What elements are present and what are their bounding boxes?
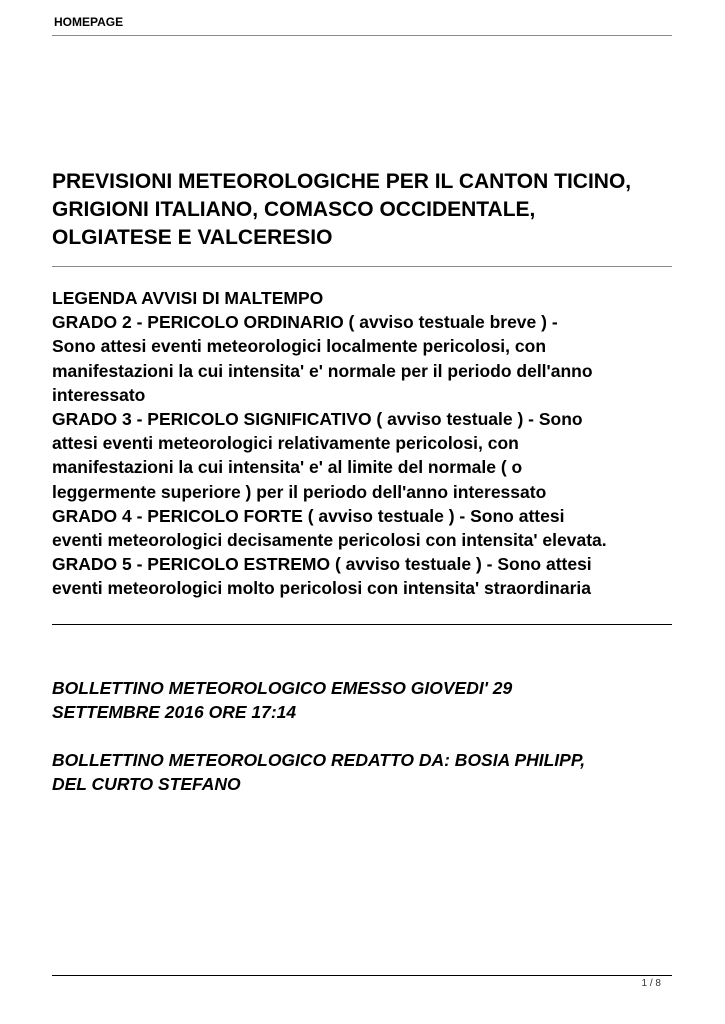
legend-grado-3: GRADO 3 - PERICOLO SIGNIFICATIVO ( avviso testuale ) - Sono attesi eventi meteorologici relativamente pericolosi, con manifestazioni la cui intensita' e' al limite del normale ( o leggermente superiore ) per il periodo dell'anno interessato <box>52 409 583 502</box>
footer-divider <box>52 975 672 976</box>
bulletin-issued: BOLLETTINO METEOROLOGICO EMESSO GIOVEDI' 29 SETTEMBRE 2016 ORE 17:14 <box>52 678 513 722</box>
legend-section <box>52 286 692 601</box>
legend-heading: LEGENDA AVVISI DI MALTEMPO <box>52 288 324 308</box>
page-number: 1 / 8 <box>641 978 661 989</box>
legend-grado-5: GRADO 5 - PERICOLO ESTREMO ( avviso testuale ) - Sono attesi eventi meteorologici molto pericolosi con intensita' straordinaria <box>52 554 592 599</box>
legend-grado-4: GRADO 4 - PERICOLO FORTE ( avviso testuale ) - Sono attesi eventi meteorologici decisamente pericolosi con intensita' elevata. <box>52 505 607 551</box>
legend-divider <box>52 624 672 625</box>
legend-grado-2: GRADO 2 - PERICOLO ORDINARIO ( avviso testuale breve ) - Sono attesi eventi meteorologici localmente pericolosi, con manifestazioni la cui intensita' e' normale per il periodo dell'anno interessato <box>52 312 593 405</box>
title-divider <box>52 266 672 267</box>
bulletin-authors: BOLLETTINO METEOROLOGICO REDATTO DA: BOSIA PHILIPP, DEL CURTO STEFANO <box>52 750 586 794</box>
header-label: HOMEPAGE <box>54 15 124 29</box>
header-divider <box>52 35 672 36</box>
page-title: PREVISIONI METEOROLOGICHE PER IL CANTON TICINO, GRIGIONI ITALIANO, COMASCO OCCIDENTALE, OLGIATESE E VALCERESIO <box>52 170 632 249</box>
